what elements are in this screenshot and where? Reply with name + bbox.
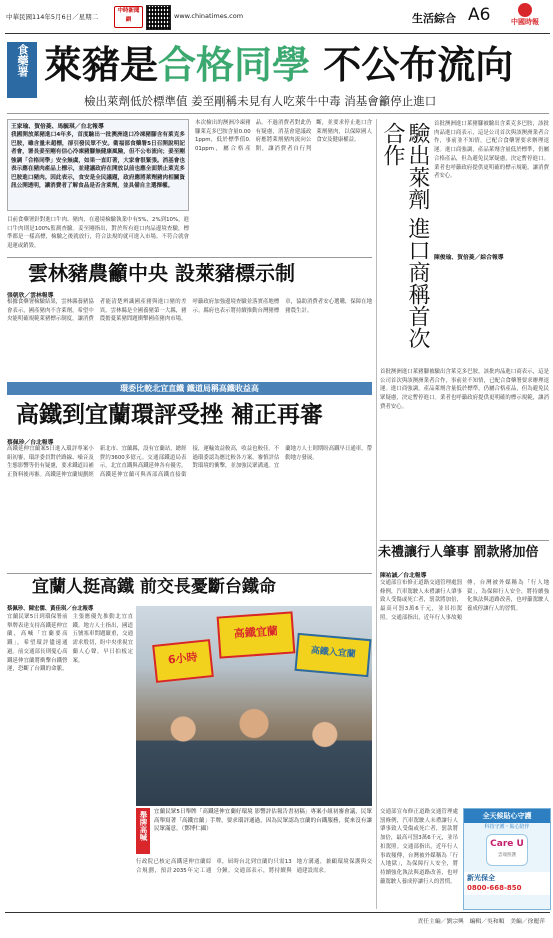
pedestrian-headline: 未禮讓行人肇事 罰款將加倍 [378, 545, 539, 560]
paper-logo-mark [518, 3, 532, 17]
lead-headline-part2: 不公布流向 [310, 43, 514, 87]
pedestrian-body-tail: 交通部宣布修正道路交通管理處罰條例，汽車駕駛人未禮讓行人肇事致人受傷或死亡者，罰款將加倍，最高可罰3萬6千元，並吊扣駕照。交通部指出，近年行人事故頻傳，台灣被外媒稱為「行人地獄」，為保障行人安全，將持續強化執法與道路改善，也呼籲駕駛人養成停讓行人的習慣。 [380, 809, 458, 885]
lead-headline-part1: 萊豬是 [44, 43, 159, 87]
site-url[interactable]: www.chinatimes.com [174, 12, 244, 20]
photo-sign-2 [294, 633, 371, 677]
yunlin-byline: 張朝欣／雲林報導 [7, 293, 54, 299]
qr-code[interactable] [146, 5, 171, 30]
ad-banner [464, 809, 550, 823]
right-column-divider [376, 119, 377, 909]
ad-brand-sub: 雲端照護 [498, 853, 516, 858]
lead-intro-text: 我國開放萊豬進口4年多，首度驗出一批澳洲進口冷凍豬腳含有萊克多巴胺，雖含量未超標，卻引發民眾不安。衛福部食藥署5日召開說明記者會，署長姜至剛有信心冷凍豬腳無健康風險，但不公布流向；姜至剛強調「合格同學」安全無虞，如果一直盯著，大家會很緊張。消基會也表示應在豬肉產品上標示，並建議政府在開放以前也應全面禁止萊克多巴胺進口豬肉。因此表示，食安是全民議題，政府應將萊劑豬肉相關資訊公開透明，讓消費者了解食品是否含萊劑，並具備自主選擇權。 [11, 132, 185, 189]
paper-logo [505, 3, 545, 31]
ad-device-icon [486, 834, 528, 866]
footer-rule [5, 912, 550, 913]
footer-credits: 責任主編／劉宗興 編輯／吳和順 美編／徐麗萍 [417, 919, 545, 925]
photo-crowd [136, 696, 372, 806]
hsr-body-2: 宜蘭民眾5日到環保署前舉牌表達支持高鐵延伸宜蘭，高喊「宜蘭要高鐵」，希望環評儘速通過。前交通部長則憂心高鐵延伸宜蘭將衝擊台鐵營運，恐斷了台鐵的命脈，主張應優先推動北宜直鐵。地方人士指出，國道五號塞車問題嚴重，交通需求殷切，盼中央重視宜蘭人心聲，早日拍板定案。 [7, 614, 133, 673]
lead-byline: 王家瑜、賀倍菱、馬毓琪／台北報導 [11, 124, 104, 130]
lead-headline [44, 40, 549, 90]
rally-photo [136, 606, 372, 806]
yunlin-body: 根據食藥署檢驗結果，雲林縣養豬協會表示，國產豬肉不含萊劑，希望中央能明確規範萊豬標示制度，讓消費者能清楚辨識國產豬與進口豬的差異。雲林縣是全國養豬第一大縣，豬農擔憂萊豬問題衝擊國產豬肉市場，呼籲政府加強邊境查驗並落實產地標示。縣府也表示將持續推動台灣豬標章，協助消費者安心選購，保障在地豬農生計。 [7, 299, 372, 323]
pedestrian-body: 交通部宣布修正道路交通管理處罰條例，汽車駕駛人未禮讓行人肇事致人受傷或死亡者，罰款將加倍，最高可罰3萬6千元，並吊扣駕照。交通部指出，近年行人事故頻傳，台灣被外媒稱為「行人地獄」，為保障行人安全，將持續強化執法與道路改善，也呼籲駕駛人養成停讓行人的習慣。 [380, 580, 549, 621]
photo-caption-tag-text: 舉牌高喊 [139, 811, 148, 841]
bottom-body: 行政院已核定高鐵延伸宜蘭綜合規劃，預計2035年完工通車，屆時台北到宜蘭約只需13分鐘。交通部表示，將持續與地方溝通，兼顧環境保護與交通建設需求。 [136, 859, 372, 874]
hsr-byline: 蔡佩珍／台北報導 [7, 440, 54, 446]
site-logo-text: 中時新聞網 [117, 8, 140, 23]
ad-brand: Care U [490, 839, 524, 849]
paper-logo-text: 中國時報 [511, 18, 539, 26]
ad-phone[interactable]: 0800-668-850 [467, 884, 522, 892]
ad-subtitle: 科技守護・貼心陪伴 [484, 824, 530, 830]
import-body-top [434, 120, 549, 248]
import-vertical-headline: 驗出萊劑 進口商稱首次合作 [380, 122, 430, 349]
site-logo[interactable] [114, 6, 143, 28]
security-ad[interactable] [463, 808, 551, 910]
photo-caption-text: 宜蘭民眾5日舉牌「高鐵延伸宜蘭好環境 影響評估報告書初稿」專案小組初審會議，民眾高舉寫著「高鐵宜蘭」手牌，要求環評通過，因為民眾認為宜蘭的台鐵服務，從來沒有讓民眾滿意。 [154, 809, 372, 833]
photo-credit: （鄧博仁攝） [181, 826, 212, 833]
lead-body-left: 目前食藥署針對進口牛肉、豬肉，在邊境檢驗執業中有5%、2%到10%，進口牛肉則是100%監測查驗。姜至剛指出，對於所有進口肉品邊境查驗，標準都是一樣高標，檢驗之後就放行，符合法規的就可進入市場。不符合就會退運或銷毀。 [7, 217, 189, 250]
photo-sign-3 [152, 639, 214, 683]
photo-sign-2-text: 高鐵入宜蘭 [310, 646, 357, 660]
ad-title: 全天候貼心守護 [482, 812, 532, 820]
pedestrian-byline: 陳祐誠／台北報導 [380, 573, 427, 579]
hsr-body: 高鐵延伸宜蘭案5日進入環評專案小組初審，環評委員對於路線、噪音及生態影響等仍有疑慮，要求鐵道局補正資料後再審。高鐵延伸宜蘭規劃經新北市、宜蘭縣，設有宜蘭站，總經費約3600多億元。交通部鐵道局表示，北宜直鐵與高鐵延伸各有優劣，高鐵延伸宜蘭可與西部高鐵直接銜接，運輸效益較高，收益也較佳。不過環委認為應比較各方案，審慎評估對環境的衝擊，並加強民眾溝通。宜蘭地方人士則期盼高鐵早日通車，帶動地方發展。 [7, 446, 372, 479]
photo-caption [154, 808, 372, 854]
import-body: 首批澳洲進口萊豬腳被驗出含萊克多巴胺，該批肉品進口商表示，這是公司首次與該澳洲業者合作，事前並不知情，已配合食藥署要求辦理退運。進口商強調，產品萊劑含量低於標準，仍屬合格產品，但為避免民眾疑慮，決定暫停進口。業者也呼籲政府提供更明確的標示規範，讓消費者安心。 [380, 369, 549, 410]
lead-subhead: 檢出萊劑低於標準值 姜至剛稱未見有人吃萊牛中毒 消基會籲停止進口 [84, 94, 437, 108]
ad-footer [464, 872, 550, 895]
photo-sign-3-text: 6小時 [167, 650, 199, 667]
lead-headline-highlight: 合格同學 [158, 43, 311, 87]
yunlin-headline: 雲林豬農籲中央 設萊豬標示制 [28, 261, 295, 285]
photo-caption-tag [136, 808, 150, 854]
section-name: 生活綜合 [412, 12, 456, 25]
import-body-top-text: 首批澳洲進口萊豬腳被驗出含萊克多巴胺，該批肉品進口商表示，這是公司首次與該澳洲業者合作，事前並不知情，已配合食藥署要求辦理退運。進口商強調，產品萊劑含量低於標準，仍屬合格產品，但為避免民眾疑慮，決定暫停進口。業者也呼籲政府提供更明確的標示規範，讓消費者安心。 [434, 121, 549, 180]
kicker-badge [7, 42, 37, 98]
masthead-rule [5, 33, 550, 34]
edition-date: 中華民國114年5月6日／星期二 [6, 13, 99, 21]
photo-sign-1-text: 高鐵宜蘭 [233, 624, 279, 641]
lead-intro-box [7, 119, 189, 211]
masthead [0, 0, 553, 34]
lead-body-right: 本次檢出的澳洲冷凍豬腳萊克多巴胺含量0.001ppm，低於標準值0.01ppm，屬合格產品。不過消費者對此仍有疑慮，消基會建議政府應將萊劑豬肉流向公開，讓消費者自行判斷，並要求停止進口含萊劑豬肉，以保障國人食安及健康權益。 [195, 120, 372, 153]
import-byline: 陳俊瑜、賀倍菱／綜合報導 [434, 255, 504, 261]
hsr-headline: 高鐵到宜蘭環評受挫 補正再審 [16, 402, 324, 428]
kicker-text: 食藥署 [16, 44, 29, 77]
hsr-subheadline: 宜蘭人挺高鐵 前交長憂斷台鐵命 [32, 577, 276, 597]
ad-caption: 新光保全 [467, 874, 495, 882]
hsr-byline-2: 蔡佩珍、陳宏儒、黃佳琪／台北報導 [7, 606, 94, 612]
page-number: A6 [468, 5, 491, 25]
photo-sign-1 [217, 611, 296, 658]
related-strip-text: 環委比較北宜直鐵 鐵道局稱高鐵收益高 [120, 384, 259, 393]
related-strip [7, 382, 372, 395]
lead-subhead-rule [7, 113, 549, 114]
